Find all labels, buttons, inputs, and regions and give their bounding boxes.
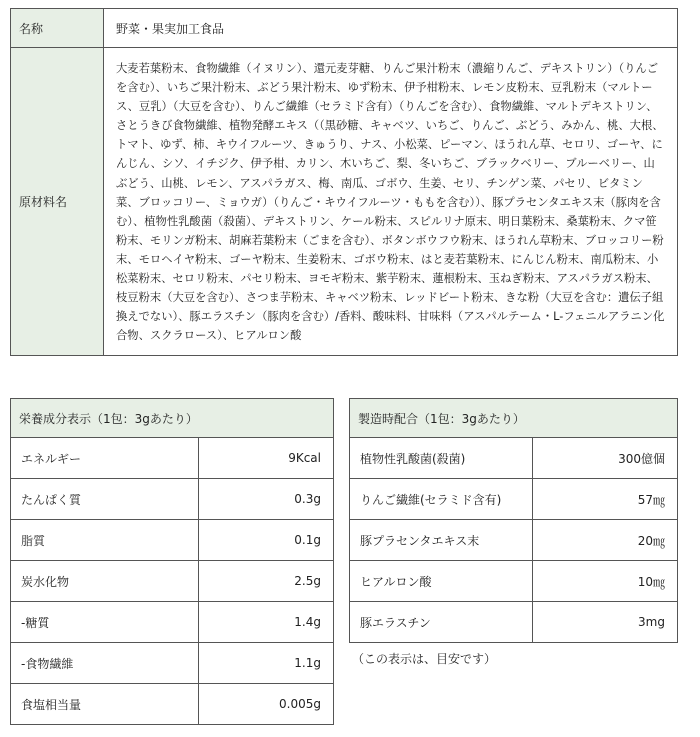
formula-table: [349, 398, 678, 643]
estimate-note: （この表示は、目安です）: [352, 652, 497, 666]
ingredients-row: [11, 48, 678, 356]
formula-header-row: [350, 399, 678, 438]
ingredient-name: 植物性乳酸菌(殺菌): [350, 438, 533, 479]
ingredient-name: 豚プラセンタエキス末: [350, 520, 533, 561]
product-label-table: [10, 8, 678, 356]
ingredients-label: 原材料名: [11, 48, 104, 356]
nutrient-amount: 2.5g: [199, 561, 334, 602]
table-row: [11, 602, 334, 643]
table-row: [350, 520, 678, 561]
table-row: [350, 438, 678, 479]
nutrient-name: エネルギー: [11, 438, 199, 479]
name-value: 野菜・果実加工食品: [104, 9, 678, 48]
nutrition-facts-table: [10, 398, 334, 725]
table-row: [350, 479, 678, 520]
nutrient-amount: 1.4g: [199, 602, 334, 643]
table-row: [350, 602, 678, 643]
table-row: [350, 561, 678, 602]
nutrient-name: 脂質: [11, 520, 199, 561]
ingredients-value: 大麦若葉粉末、食物繊維（イヌリン）、還元麦芽糖、りんご果汁粉末（濃縮りんご、デキストリン）（りんごを含む）、いちご果汁粉末、ぶどう果汁粉末、ゆず粉末、伊予柑粉末、レモン皮粉末、豆乳粉末（マルトース、豆乳）（大豆を含む）、りんご繊維（セラミド含有）（りんごを含む）、食物繊維、マルトデキストリン、さとうきび食物繊維、植物発酵エキス（（黒砂糖、キャベツ、いちご、りんご、ぶどう、みかん、桃、大根、トマト、ゆず、柿、キウイフルーツ、きゅうり、ナス、小松菜、ピーマン、ほうれん草、セロリ、ゴーヤ、にんじん、シソ、イチジク、伊予柑、カリン、木いちご、梨、冬いちご、ブラックベリー、ブルーベリー、山ぶどう、山桃、レモン、アスパラガス、梅、南瓜、ゴボウ、生姜、セリ、チンゲン菜、パセリ、ビタミン菜、ブロッコリー、ミョウガ）（りんご・キウイフルーツ・ももを含む））、豚プラセンタエキス末（豚肉を含む）、植物性乳酸菌（殺菌）、デキストリン、ケール粉末、スピルリナ原末、明日葉粉末、桑葉粉末、クマ笹粉末、モリンガ粉末、胡麻若葉粉末（ごまを含む）、ボタンボウフウ粉末、ほうれん草粉末、ブロッコリー粉末、モロヘイヤ粉末、ゴーヤ粉末、生姜粉末、ゴボウ粉末、はと麦若葉粉末、にんじん粉末、南瓜粉末、小松菜粉末、セロリ粉末、パセリ粉末、ヨモギ粉末、紫芋粉末、蓮根粉末、玉ねぎ粉末、アスパラガス粉末、枝豆粉末（大豆を含む）、さつま芋粉末、キャベツ粉末、レッドビート粉末、きな粉（大豆を含む：遺伝子組換えでない）、豚エラスチン（豚肉を含む）/香料、酸味料、甘味料（アスパルテーム・L-フェニルアラニン化合物、スクラロース）、ヒアルロン酸: [104, 48, 678, 356]
ingredient-amount: 3mg: [533, 602, 678, 643]
ingredient-amount: 10㎎: [533, 561, 678, 602]
ingredient-amount: 300億個: [533, 438, 678, 479]
ingredient-name: ヒアルロン酸: [350, 561, 533, 602]
nutrient-name: -食物繊維: [11, 643, 199, 684]
nutrient-amount: 0.005g: [199, 684, 334, 725]
ingredient-name: りんご繊維(セラミド含有): [350, 479, 533, 520]
table-row: [11, 643, 334, 684]
nutrient-name: -糖質: [11, 602, 199, 643]
ingredient-amount: 20㎎: [533, 520, 678, 561]
name-label: 名称: [11, 9, 104, 48]
nutrient-amount: 0.3g: [199, 479, 334, 520]
nutrient-amount: 9Kcal: [199, 438, 334, 479]
nutrient-name: 炭水化物: [11, 561, 199, 602]
table-row: [11, 438, 334, 479]
table-row: [11, 479, 334, 520]
table-row: [11, 520, 334, 561]
nutrition-header-row: [11, 399, 334, 438]
table-row: [11, 684, 334, 725]
formula-header: 製造時配合（1包：3gあたり）: [350, 399, 678, 438]
table-row: [11, 561, 334, 602]
name-row: [11, 9, 678, 48]
nutrient-name: 食塩相当量: [11, 684, 199, 725]
ingredient-name: 豚エラスチン: [350, 602, 533, 643]
nutrient-amount: 0.1g: [199, 520, 334, 561]
ingredient-amount: 57㎎: [533, 479, 678, 520]
nutrient-name: たんぱく質: [11, 479, 199, 520]
nutrition-header: 栄養成分表示（1包：3gあたり）: [11, 399, 334, 438]
nutrient-amount: 1.1g: [199, 643, 334, 684]
